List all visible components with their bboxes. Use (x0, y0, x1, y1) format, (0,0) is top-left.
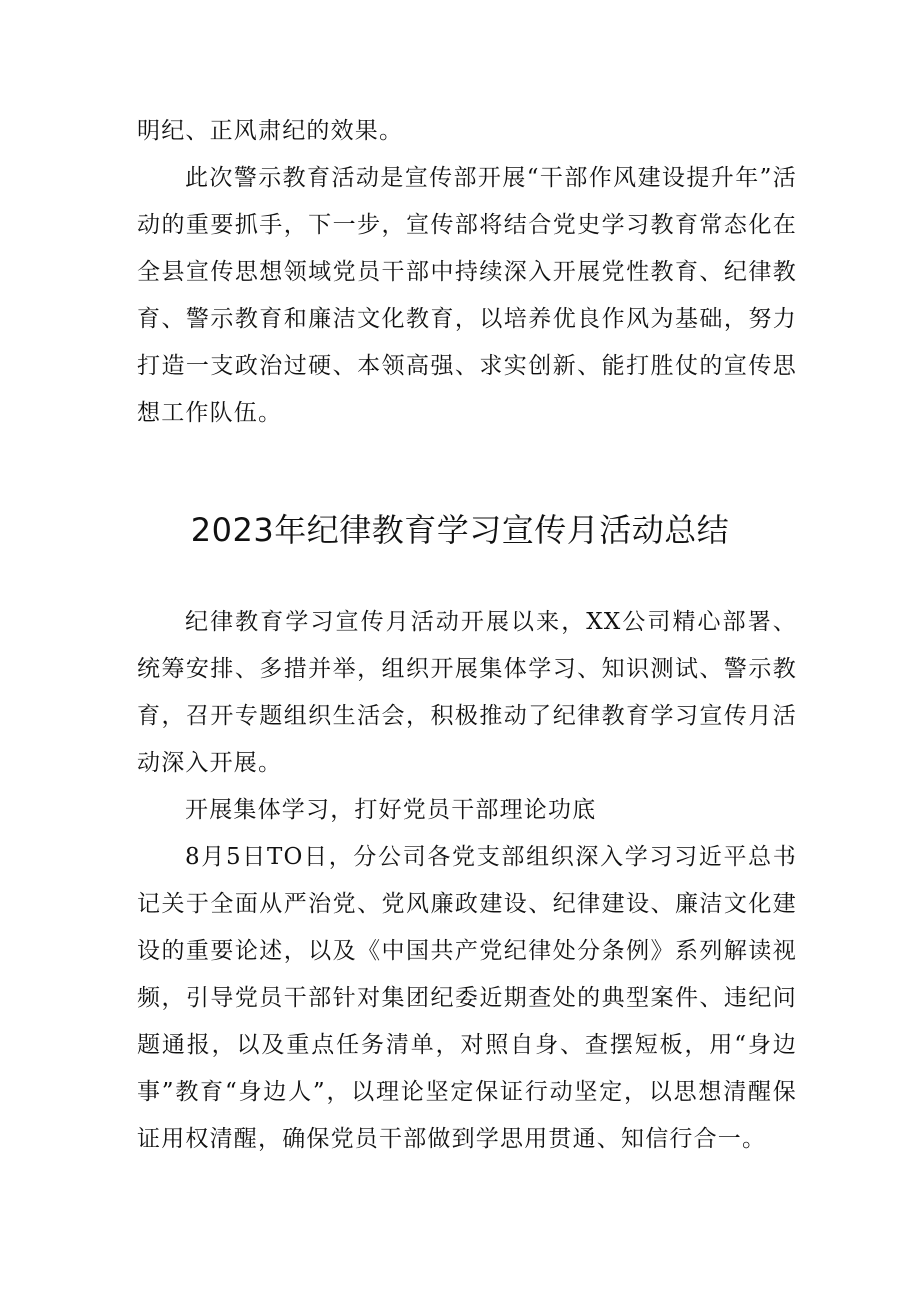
intro-paragraph: 此次警示教育活动是宣传部开展“干部作风建设提升年”活动的重要抓手，下一步，宣传部将结合党史学习教育常态化在全县宣传思想领域党员干部中持续深入开展党性教育、纪律教育、警示教育和廉洁文化教育，以培养优良作风为基础，努力打造一支政治过硬、本领高强、求实创新、能打胜仗的宣传思想工作队伍。 (137, 165, 797, 426)
paragraph-2: 8月5日TO日，分公司各党支部组织深入学习习近平总书记关于全面从严治党、党风廉政建设、纪律建设、廉洁文化建设的重要论述，以及《中国共产党纪律处分条例》系列解读视频，引导党员干部针对集团纪委近期查处的典型案件、违纪问题通报，以及重点任务清单，对照自身、查摆短板，用“身边事”教育“身边人”，以理论坚定保证行动坚定，以思想清醒保证用权清醒，确保党员干部做到学思用贯通、知信行合一。 (137, 844, 797, 1152)
document-title: 2023年纪律教育学习宣传月活动总结 (190, 511, 730, 549)
paragraph-1: 纪律教育学习宣传月活动开展以来，XX公司精心部署、统筹安排、多措并举，组织开展集体学习、知识测试、警示教育，召开专题组织生活会，积极推动了纪律教育学习宣传月活动深入开展。 (137, 609, 797, 776)
subheading-collective-study: 开展集体学习，打好党员干部理论功底 (185, 797, 597, 823)
intro-continuation-text: 明纪、正风肃纪的效果。 (137, 118, 404, 144)
